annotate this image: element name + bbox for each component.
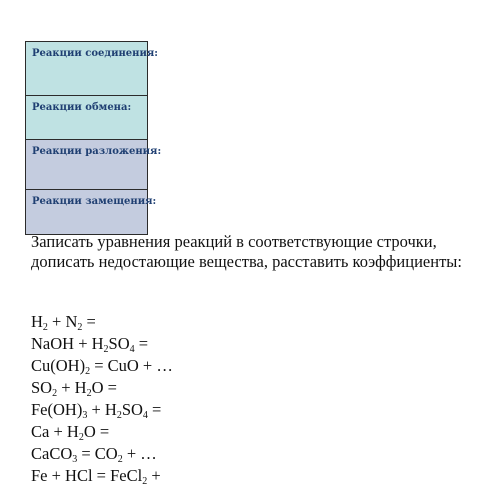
- equation-list: [31, 311, 173, 487]
- row-decomposition: Реакции разложения:: [26, 140, 147, 190]
- equation: Fe + HCl = FeCl$_2$ +: [31, 466, 161, 487]
- equation: NaOH + $H_2SO_4$ =: [31, 334, 149, 355]
- equation: CaCO$_3$ = $CO_2$ + …: [31, 444, 157, 465]
- subscript: 2: [142, 476, 148, 487]
- subscript: 2: [86, 388, 92, 399]
- equation: $H_2 + N_2$ =: [31, 312, 96, 333]
- subscript: 2: [77, 322, 83, 333]
- subscript: 4: [129, 344, 135, 355]
- subscript: 3: [82, 410, 88, 421]
- subscript: 2: [42, 322, 48, 333]
- subscript: 3: [72, 454, 78, 465]
- equation: $Ca + H_2O$ =: [31, 422, 110, 443]
- row-substitution: Реакции замещения:: [26, 190, 147, 234]
- subscript: 2: [117, 454, 123, 465]
- equation: $Cu(OH)_2$ = CuO + …: [31, 356, 173, 377]
- equation: $Fe(OH)_3 + H_2SO_4$ =: [31, 400, 162, 421]
- subscript: 2: [78, 432, 84, 443]
- subscript: 2: [85, 366, 91, 377]
- subscript: 2: [116, 410, 122, 421]
- subscript: 2: [52, 388, 58, 399]
- subscript: 2: [103, 344, 109, 355]
- row-exchange: Реакции обмена:: [26, 96, 147, 140]
- row-combination: Реакции соединения:: [26, 42, 147, 96]
- subscript: 4: [142, 410, 148, 421]
- instruction-text: Записать уравнения реакций в соответствующие строчки, дописать недостающие вещества, расставить коэффициенты:: [31, 232, 462, 271]
- equation: $SO_2 + H_2O$ =: [31, 378, 117, 399]
- reaction-types-table: [25, 41, 162, 235]
